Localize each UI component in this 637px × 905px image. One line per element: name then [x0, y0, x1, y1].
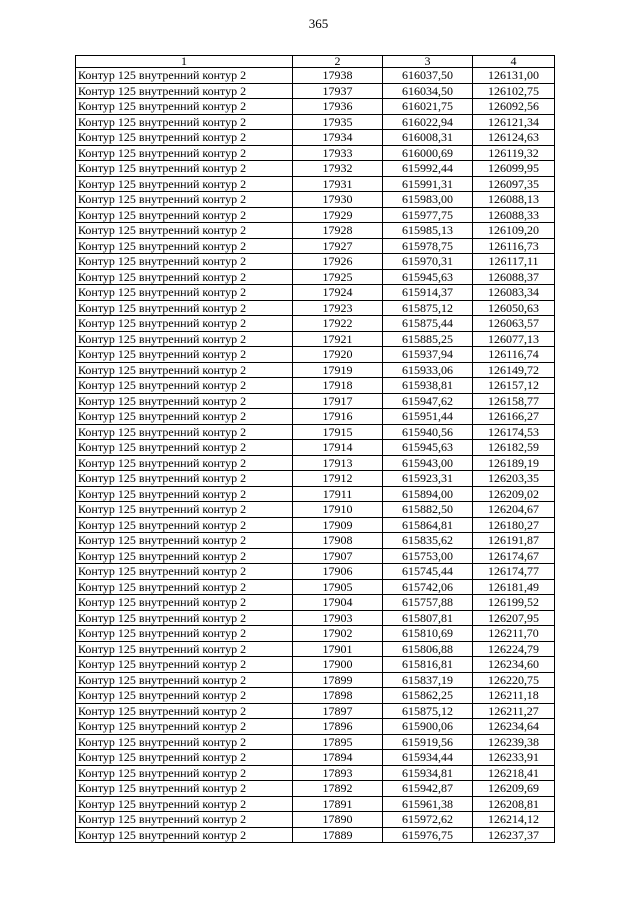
x-coordinate-cell: 615938,81	[383, 378, 473, 394]
point-number-cell: 17925	[293, 269, 383, 285]
point-number-cell: 17906	[293, 564, 383, 580]
point-number-cell: 17891	[293, 796, 383, 812]
y-coordinate-cell: 126234,60	[473, 657, 555, 673]
x-coordinate-cell: 615934,44	[383, 750, 473, 766]
table-row	[76, 610, 555, 626]
contour-name-cell: Контур 125 внутренний контур 2	[76, 269, 293, 285]
table-row	[76, 734, 555, 750]
table-row	[76, 161, 555, 177]
column-header-4: 4	[473, 56, 555, 68]
table-row	[76, 176, 555, 192]
point-number-cell: 17938	[293, 68, 383, 84]
y-coordinate-cell: 126181,49	[473, 579, 555, 595]
table-row	[76, 223, 555, 239]
y-coordinate-cell: 126099,95	[473, 161, 555, 177]
point-number-cell: 17924	[293, 285, 383, 301]
table-row	[76, 99, 555, 115]
y-coordinate-cell: 126199,52	[473, 595, 555, 611]
table-header-row	[76, 56, 555, 68]
x-coordinate-cell: 615894,00	[383, 486, 473, 502]
contour-name-cell: Контур 125 внутренний контур 2	[76, 114, 293, 130]
table-row	[76, 409, 555, 425]
contour-name-cell: Контур 125 внутренний контур 2	[76, 238, 293, 254]
point-number-cell: 17889	[293, 827, 383, 843]
y-coordinate-cell: 126211,70	[473, 626, 555, 642]
x-coordinate-cell: 616008,31	[383, 130, 473, 146]
y-coordinate-cell: 126224,79	[473, 641, 555, 657]
point-number-cell: 17903	[293, 610, 383, 626]
table-row	[76, 703, 555, 719]
contour-name-cell: Контур 125 внутренний контур 2	[76, 595, 293, 611]
contour-name-cell: Контур 125 внутренний контур 2	[76, 176, 293, 192]
contour-name-cell: Контур 125 внутренний контур 2	[76, 517, 293, 533]
point-number-cell: 17899	[293, 672, 383, 688]
x-coordinate-cell: 616022,94	[383, 114, 473, 130]
table-row	[76, 564, 555, 580]
table-row	[76, 657, 555, 673]
table-row	[76, 362, 555, 378]
contour-name-cell: Контур 125 внутренний контур 2	[76, 812, 293, 828]
contour-name-cell: Контур 125 внутренний контур 2	[76, 207, 293, 223]
y-coordinate-cell: 126063,57	[473, 316, 555, 332]
y-coordinate-cell: 126180,27	[473, 517, 555, 533]
table-row	[76, 331, 555, 347]
y-coordinate-cell: 126209,02	[473, 486, 555, 502]
table-row	[76, 455, 555, 471]
y-coordinate-cell: 126191,87	[473, 533, 555, 549]
point-number-cell: 17896	[293, 719, 383, 735]
contour-name-cell: Контур 125 внутренний контур 2	[76, 688, 293, 704]
table-row	[76, 68, 555, 84]
y-coordinate-cell: 126182,59	[473, 440, 555, 456]
table-body	[76, 68, 555, 843]
y-coordinate-cell: 126077,13	[473, 331, 555, 347]
x-coordinate-cell: 615976,75	[383, 827, 473, 843]
y-coordinate-cell: 126083,34	[473, 285, 555, 301]
x-coordinate-cell: 615816,81	[383, 657, 473, 673]
point-number-cell: 17918	[293, 378, 383, 394]
y-coordinate-cell: 126211,27	[473, 703, 555, 719]
contour-name-cell: Контур 125 внутренний контур 2	[76, 161, 293, 177]
x-coordinate-cell: 615875,12	[383, 703, 473, 719]
point-number-cell: 17920	[293, 347, 383, 363]
y-coordinate-cell: 126211,18	[473, 688, 555, 704]
table-row	[76, 719, 555, 735]
y-coordinate-cell: 126050,63	[473, 300, 555, 316]
x-coordinate-cell: 615945,63	[383, 269, 473, 285]
contour-name-cell: Контур 125 внутренний контур 2	[76, 192, 293, 208]
y-coordinate-cell: 126218,41	[473, 765, 555, 781]
point-number-cell: 17937	[293, 83, 383, 99]
x-coordinate-cell: 615951,44	[383, 409, 473, 425]
point-number-cell: 17927	[293, 238, 383, 254]
contour-name-cell: Контур 125 внутренний контур 2	[76, 703, 293, 719]
point-number-cell: 17921	[293, 331, 383, 347]
contour-name-cell: Контур 125 внутренний контур 2	[76, 610, 293, 626]
x-coordinate-cell: 616037,50	[383, 68, 473, 84]
x-coordinate-cell: 615942,87	[383, 781, 473, 797]
x-coordinate-cell: 615753,00	[383, 548, 473, 564]
contour-name-cell: Контур 125 внутренний контур 2	[76, 347, 293, 363]
point-number-cell: 17928	[293, 223, 383, 239]
contour-name-cell: Контур 125 внутренний контур 2	[76, 781, 293, 797]
x-coordinate-cell: 615807,81	[383, 610, 473, 626]
point-number-cell: 17922	[293, 316, 383, 332]
contour-name-cell: Контур 125 внутренний контур 2	[76, 409, 293, 425]
table-row	[76, 393, 555, 409]
point-number-cell: 17933	[293, 145, 383, 161]
contour-name-cell: Контур 125 внутренний контур 2	[76, 626, 293, 642]
contour-name-cell: Контур 125 внутренний контур 2	[76, 827, 293, 843]
point-number-cell: 17910	[293, 502, 383, 518]
x-coordinate-cell: 615970,31	[383, 254, 473, 270]
y-coordinate-cell: 126116,74	[473, 347, 555, 363]
table-row	[76, 781, 555, 797]
y-coordinate-cell: 126233,91	[473, 750, 555, 766]
point-number-cell: 17908	[293, 533, 383, 549]
x-coordinate-cell: 615900,06	[383, 719, 473, 735]
x-coordinate-cell: 615875,12	[383, 300, 473, 316]
y-coordinate-cell: 126174,67	[473, 548, 555, 564]
table-row	[76, 471, 555, 487]
table-row	[76, 641, 555, 657]
contour-name-cell: Контур 125 внутренний контур 2	[76, 455, 293, 471]
point-number-cell: 17931	[293, 176, 383, 192]
table-row	[76, 579, 555, 595]
contour-name-cell: Контур 125 внутренний контур 2	[76, 471, 293, 487]
x-coordinate-cell: 616034,50	[383, 83, 473, 99]
point-number-cell: 17911	[293, 486, 383, 502]
x-coordinate-cell: 615977,75	[383, 207, 473, 223]
x-coordinate-cell: 615923,31	[383, 471, 473, 487]
point-number-cell: 17935	[293, 114, 383, 130]
x-coordinate-cell: 615943,00	[383, 455, 473, 471]
page-number: 365	[308, 16, 329, 31]
contour-name-cell: Контур 125 внутренний контур 2	[76, 285, 293, 301]
table-row	[76, 316, 555, 332]
table-row	[76, 517, 555, 533]
y-coordinate-cell: 126239,38	[473, 734, 555, 750]
point-number-cell: 17926	[293, 254, 383, 270]
table-row	[76, 688, 555, 704]
x-coordinate-cell: 615978,75	[383, 238, 473, 254]
y-coordinate-cell: 126124,63	[473, 130, 555, 146]
contour-name-cell: Контур 125 внутренний контур 2	[76, 486, 293, 502]
x-coordinate-cell: 615806,88	[383, 641, 473, 657]
point-number-cell: 17923	[293, 300, 383, 316]
point-number-cell: 17898	[293, 688, 383, 704]
y-coordinate-cell: 126131,00	[473, 68, 555, 84]
y-coordinate-cell: 126116,73	[473, 238, 555, 254]
y-coordinate-cell: 126237,37	[473, 827, 555, 843]
x-coordinate-cell: 615947,62	[383, 393, 473, 409]
table-row	[76, 533, 555, 549]
point-number-cell: 17907	[293, 548, 383, 564]
x-coordinate-cell: 615757,88	[383, 595, 473, 611]
point-number-cell: 17914	[293, 440, 383, 456]
x-coordinate-cell: 615983,00	[383, 192, 473, 208]
x-coordinate-cell: 615945,63	[383, 440, 473, 456]
x-coordinate-cell: 615810,69	[383, 626, 473, 642]
point-number-cell: 17897	[293, 703, 383, 719]
table-row	[76, 83, 555, 99]
x-coordinate-cell: 616021,75	[383, 99, 473, 115]
y-coordinate-cell: 126088,33	[473, 207, 555, 223]
y-coordinate-cell: 126157,12	[473, 378, 555, 394]
contour-name-cell: Контур 125 внутренний контур 2	[76, 83, 293, 99]
contour-name-cell: Контур 125 внутренний контур 2	[76, 719, 293, 735]
x-coordinate-cell: 615745,44	[383, 564, 473, 580]
table-row	[76, 424, 555, 440]
y-coordinate-cell: 126234,64	[473, 719, 555, 735]
point-number-cell: 17919	[293, 362, 383, 378]
x-coordinate-cell: 615940,56	[383, 424, 473, 440]
y-coordinate-cell: 126121,34	[473, 114, 555, 130]
y-coordinate-cell: 126088,37	[473, 269, 555, 285]
column-header-2: 2	[293, 56, 383, 68]
contour-name-cell: Контур 125 внутренний контур 2	[76, 672, 293, 688]
point-number-cell: 17904	[293, 595, 383, 611]
contour-name-cell: Контур 125 внутренний контур 2	[76, 130, 293, 146]
coordinates-table	[75, 55, 555, 843]
x-coordinate-cell: 615914,37	[383, 285, 473, 301]
y-coordinate-cell: 126208,81	[473, 796, 555, 812]
y-coordinate-cell: 126214,12	[473, 812, 555, 828]
x-coordinate-cell: 615961,38	[383, 796, 473, 812]
x-coordinate-cell: 615972,62	[383, 812, 473, 828]
y-coordinate-cell: 126207,95	[473, 610, 555, 626]
x-coordinate-cell: 615933,06	[383, 362, 473, 378]
point-number-cell: 17916	[293, 409, 383, 425]
table-row	[76, 502, 555, 518]
table-row	[76, 192, 555, 208]
table-row	[76, 796, 555, 812]
point-number-cell: 17902	[293, 626, 383, 642]
point-number-cell: 17934	[293, 130, 383, 146]
contour-name-cell: Контур 125 внутренний контур 2	[76, 254, 293, 270]
contour-name-cell: Контур 125 внутренний контур 2	[76, 68, 293, 84]
x-coordinate-cell: 616000,69	[383, 145, 473, 161]
x-coordinate-cell: 615835,62	[383, 533, 473, 549]
point-number-cell: 17929	[293, 207, 383, 223]
y-coordinate-cell: 126088,13	[473, 192, 555, 208]
point-number-cell: 17905	[293, 579, 383, 595]
y-coordinate-cell: 126166,27	[473, 409, 555, 425]
contour-name-cell: Контур 125 внутренний контур 2	[76, 393, 293, 409]
y-coordinate-cell: 126204,67	[473, 502, 555, 518]
contour-name-cell: Контур 125 внутренний контур 2	[76, 502, 293, 518]
contour-name-cell: Контур 125 внутренний контур 2	[76, 316, 293, 332]
point-number-cell: 17936	[293, 99, 383, 115]
y-coordinate-cell: 126092,56	[473, 99, 555, 115]
y-coordinate-cell: 126097,35	[473, 176, 555, 192]
y-coordinate-cell: 126189,19	[473, 455, 555, 471]
contour-name-cell: Контур 125 внутренний контур 2	[76, 378, 293, 394]
contour-name-cell: Контур 125 внутренний контур 2	[76, 796, 293, 812]
contour-name-cell: Контур 125 внутренний контур 2	[76, 579, 293, 595]
x-coordinate-cell: 615882,50	[383, 502, 473, 518]
contour-name-cell: Контур 125 внутренний контур 2	[76, 99, 293, 115]
x-coordinate-cell: 615875,44	[383, 316, 473, 332]
y-coordinate-cell: 126158,77	[473, 393, 555, 409]
y-coordinate-cell: 126119,32	[473, 145, 555, 161]
table-row	[76, 750, 555, 766]
x-coordinate-cell: 615992,44	[383, 161, 473, 177]
point-number-cell: 17890	[293, 812, 383, 828]
x-coordinate-cell: 615985,13	[383, 223, 473, 239]
x-coordinate-cell: 615934,81	[383, 765, 473, 781]
table-row	[76, 827, 555, 843]
table-row	[76, 114, 555, 130]
y-coordinate-cell: 126174,77	[473, 564, 555, 580]
contour-name-cell: Контур 125 внутренний контур 2	[76, 440, 293, 456]
table-row	[76, 626, 555, 642]
x-coordinate-cell: 615919,56	[383, 734, 473, 750]
x-coordinate-cell: 615885,25	[383, 331, 473, 347]
contour-name-cell: Контур 125 внутренний контур 2	[76, 362, 293, 378]
contour-name-cell: Контур 125 внутренний контур 2	[76, 564, 293, 580]
y-coordinate-cell: 126209,69	[473, 781, 555, 797]
y-coordinate-cell: 126102,75	[473, 83, 555, 99]
point-number-cell: 17894	[293, 750, 383, 766]
table-row	[76, 378, 555, 394]
point-number-cell: 17901	[293, 641, 383, 657]
y-coordinate-cell: 126149,72	[473, 362, 555, 378]
table-row	[76, 145, 555, 161]
column-header-3: 3	[383, 56, 473, 68]
table-row	[76, 440, 555, 456]
contour-name-cell: Контур 125 внутренний контур 2	[76, 750, 293, 766]
table-row	[76, 486, 555, 502]
x-coordinate-cell: 615937,94	[383, 347, 473, 363]
table-row	[76, 269, 555, 285]
table-row	[76, 812, 555, 828]
table-row	[76, 548, 555, 564]
table-row	[76, 130, 555, 146]
point-number-cell: 17895	[293, 734, 383, 750]
contour-name-cell: Контур 125 внутренний контур 2	[76, 548, 293, 564]
point-number-cell: 17917	[293, 393, 383, 409]
point-number-cell: 17915	[293, 424, 383, 440]
table-row	[76, 347, 555, 363]
point-number-cell: 17909	[293, 517, 383, 533]
table-row	[76, 672, 555, 688]
contour-name-cell: Контур 125 внутренний контур 2	[76, 223, 293, 239]
column-header-1: 1	[76, 56, 293, 68]
y-coordinate-cell: 126174,53	[473, 424, 555, 440]
point-number-cell: 17932	[293, 161, 383, 177]
point-number-cell: 17900	[293, 657, 383, 673]
point-number-cell: 17892	[293, 781, 383, 797]
x-coordinate-cell: 615742,06	[383, 579, 473, 595]
point-number-cell: 17913	[293, 455, 383, 471]
contour-name-cell: Контур 125 внутренний контур 2	[76, 331, 293, 347]
contour-name-cell: Контур 125 внутренний контур 2	[76, 424, 293, 440]
contour-name-cell: Контур 125 внутренний контур 2	[76, 734, 293, 750]
table-row	[76, 300, 555, 316]
x-coordinate-cell: 615991,31	[383, 176, 473, 192]
point-number-cell: 17930	[293, 192, 383, 208]
table-row	[76, 207, 555, 223]
x-coordinate-cell: 615862,25	[383, 688, 473, 704]
contour-name-cell: Контур 125 внутренний контур 2	[76, 657, 293, 673]
point-number-cell: 17893	[293, 765, 383, 781]
table-row	[76, 238, 555, 254]
table-row	[76, 765, 555, 781]
y-coordinate-cell: 126109,20	[473, 223, 555, 239]
y-coordinate-cell: 126220,75	[473, 672, 555, 688]
x-coordinate-cell: 615837,19	[383, 672, 473, 688]
contour-name-cell: Контур 125 внутренний контур 2	[76, 300, 293, 316]
point-number-cell: 17912	[293, 471, 383, 487]
y-coordinate-cell: 126117,11	[473, 254, 555, 270]
table-row	[76, 595, 555, 611]
table-row	[76, 254, 555, 270]
y-coordinate-cell: 126203,35	[473, 471, 555, 487]
contour-name-cell: Контур 125 внутренний контур 2	[76, 533, 293, 549]
table-row	[76, 285, 555, 301]
x-coordinate-cell: 615864,81	[383, 517, 473, 533]
contour-name-cell: Контур 125 внутренний контур 2	[76, 641, 293, 657]
contour-name-cell: Контур 125 внутренний контур 2	[76, 765, 293, 781]
contour-name-cell: Контур 125 внутренний контур 2	[76, 145, 293, 161]
